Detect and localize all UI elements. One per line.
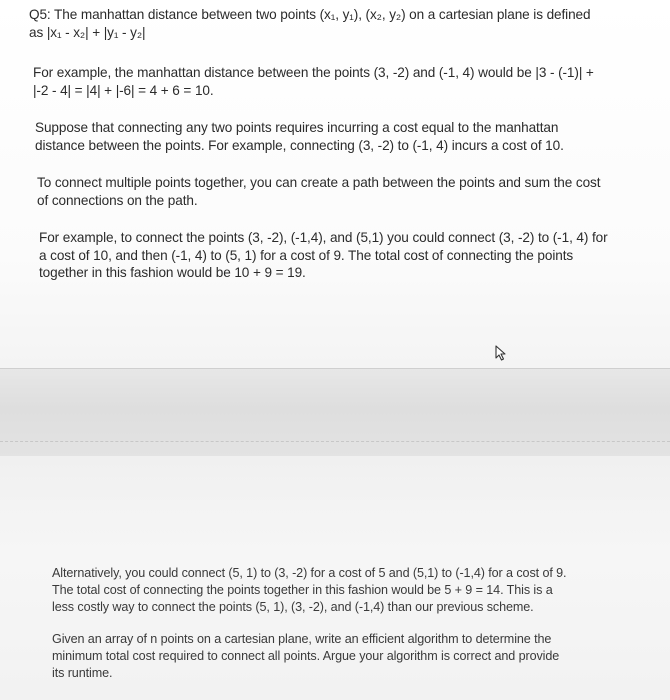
alternative-example-line-2: The total cost of connecting the points together in this fashion would be 5 + 9 = 14. This is a (52, 583, 553, 597)
task-statement-line-2: minimum total cost required to connect all points. Argue your algorithm is correct and provide (52, 649, 560, 663)
alternative-example-line-3: less costly way to connect the points (5, 1), (3, -2), and (-1,4) than our previous scheme. (52, 600, 534, 614)
connect-example-line-2: a cost of 10, and then (-1, 4) to (5, 1) for a cost of 9. The total cost of connecting the points (39, 247, 574, 263)
connect-example-line-3: together in this fashion would be 10 + 9 = 19. (39, 265, 306, 280)
path-definition (37, 174, 627, 209)
mouse-pointer-icon (494, 345, 508, 361)
question-intro (29, 6, 654, 41)
task-statement-line-1: Given an array of n points on a cartesian plane, write an efficient algorithm to determine the (52, 632, 552, 646)
task-statement-line-3: its runtime. (52, 666, 113, 680)
question-intro-line-2: as |x₁ - x₂| + |y₁ - y₂| (29, 24, 146, 40)
alternative-example-line-1: Alternatively, you could connect (5, 1) to (3, -2) for a cost of 5 and (5,1) to (-1,4) for a cost of 9. (52, 566, 567, 580)
path-definition-line-2: of connections on the path. (37, 192, 198, 208)
cost-definition-line-1: Suppose that connecting any two points requires incurring a cost equal to the manhattan (35, 120, 559, 135)
cost-definition-line-2: distance between the points. For example, connecting (3, -2) to (-1, 4) incurs a cost of 10. (35, 137, 564, 153)
distance-example (33, 64, 633, 99)
question-intro-line-1: Q5: The manhattan distance between two points (x₁, y₁), (x₂, y₂) on a cartesian plane is defined (29, 7, 591, 22)
alternative-example (52, 565, 612, 616)
connect-example (39, 229, 629, 282)
page-gap (0, 368, 670, 457)
connect-example-line-1: For example, to connect the points (3, -2), (-1,4), and (5,1) you could connect (3, -2) to (-1, 4) for (39, 230, 608, 245)
cost-definition (35, 119, 595, 154)
path-definition-line-1: To connect multiple points together, you can create a path between the points and sum the cost (37, 175, 601, 190)
distance-example-line-1: For example, the manhattan distance between the points (3, -2) and (-1, 4) would be |3 - (-1)| + (33, 65, 594, 80)
task-statement (52, 631, 612, 682)
page-divider (0, 441, 670, 442)
distance-example-line-2: |-2 - 4| = |4| + |-6| = 4 + 6 = 10. (33, 82, 214, 98)
